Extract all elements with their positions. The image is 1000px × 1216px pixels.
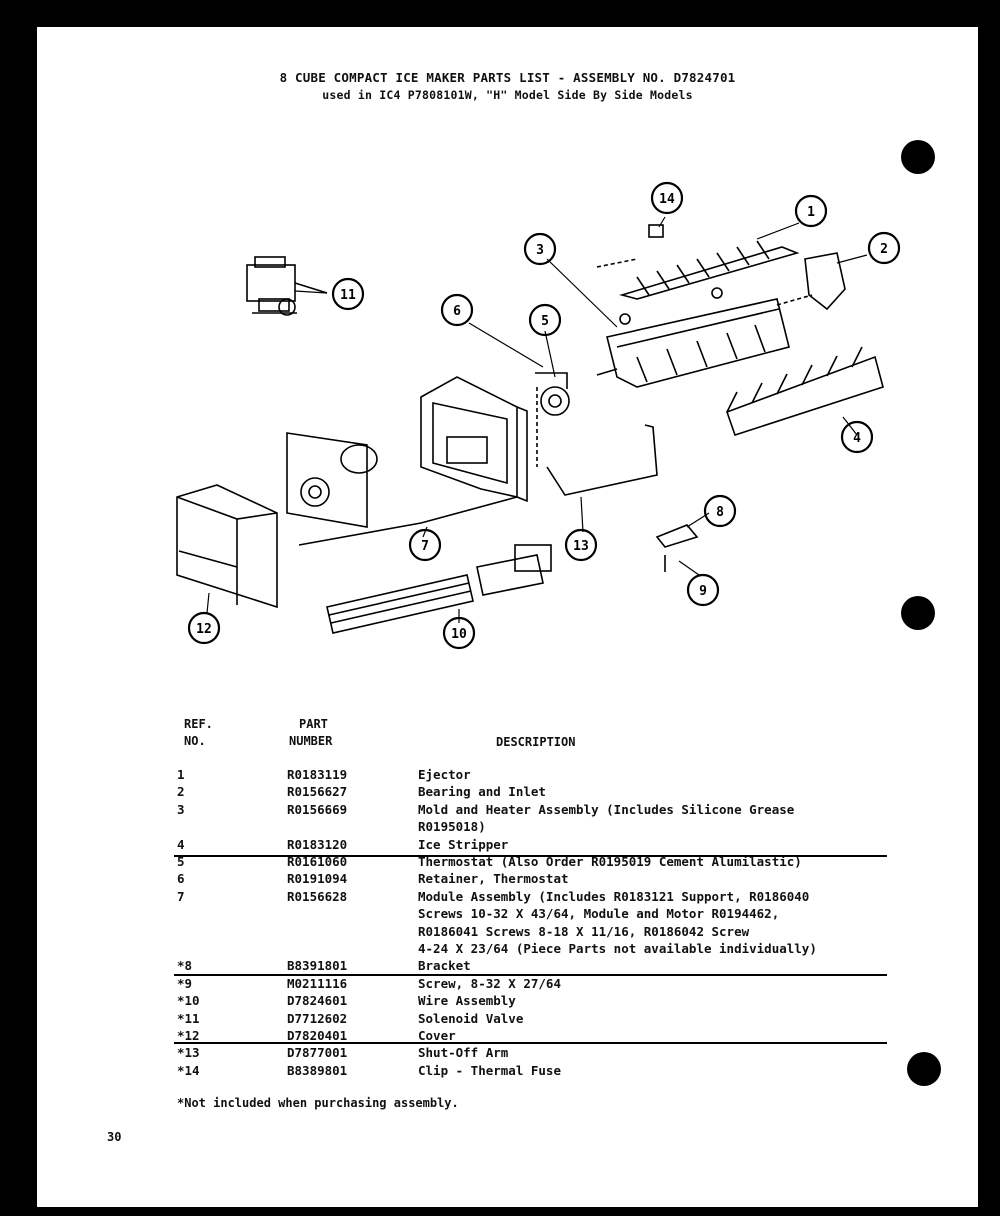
callout-2-label: 2 (880, 242, 888, 257)
table-row (37, 819, 978, 836)
ref-cell: *13 (177, 1045, 200, 1061)
part-number-cell: R0161060 (287, 854, 348, 869)
ref-cell: 3 (177, 801, 185, 817)
bearing-inlet-drawing (805, 253, 845, 309)
callout-14-label: 14 (659, 192, 675, 207)
thermostat-drawing (541, 387, 569, 415)
description-cell: R0195018) (418, 819, 486, 835)
header-ref-line2: NO. (184, 734, 206, 748)
cover-drawing (177, 485, 277, 607)
ref-cell: *11 (177, 1010, 200, 1026)
page-subtitle: used in IC4 P7808101W, "H" Model Side By Side Models (322, 88, 693, 102)
part-number-cell: R0156669 (287, 801, 348, 817)
part-number-cell: M0211116 (287, 975, 348, 991)
part-number-cell: D7877001 (287, 1045, 348, 1061)
ref-cell: *12 (177, 1028, 200, 1043)
table-row (37, 993, 978, 1010)
table-row (37, 871, 978, 888)
callout-10-label: 10 (451, 627, 467, 642)
part-number-cell: R0156627 (287, 784, 348, 800)
ref-cell: *14 (177, 1062, 200, 1078)
table-row (37, 1011, 978, 1028)
callout-13-label: 13 (573, 539, 589, 554)
description-cell: Bracket (418, 958, 471, 974)
ref-cell: *10 (177, 993, 200, 1009)
part-number-cell: R0183119 (287, 767, 348, 782)
callout-12-label: 12 (196, 622, 212, 637)
part-number-cell: R0156628 (287, 888, 348, 904)
description-cell: Retainer, Thermostat (418, 871, 569, 887)
ref-cell: *9 (177, 975, 193, 991)
callout-7-label: 7 (421, 539, 429, 554)
description-cell: Bearing and Inlet (418, 784, 546, 800)
header-part-line2: NUMBER (289, 734, 333, 748)
page-number: 30 (107, 1130, 122, 1144)
table-row (37, 767, 978, 784)
part-number-cell: D7820401 (287, 1028, 348, 1043)
callout-11-label: 11 (340, 288, 356, 303)
table-row (37, 924, 978, 941)
ref-cell: 7 (177, 888, 185, 904)
part-number-cell: R0183120 (287, 836, 348, 852)
callout-5-label: 5 (541, 314, 549, 329)
header-part-line1: PART (299, 717, 328, 731)
table-row (37, 976, 978, 993)
header-ref-line1: REF. (184, 717, 213, 731)
description-cell: 4-24 X 23/64 (Piece Parts not available individually) (418, 941, 817, 956)
description-cell: Module Assembly (Includes R0183121 Support, R0186040 (418, 888, 810, 904)
callout-6-label: 6 (453, 304, 461, 319)
table-divider-1 (174, 855, 887, 857)
ref-cell: 2 (177, 784, 185, 800)
description-cell: Thermostat (Also Order R0195019 Cement Alumilastic) (418, 854, 802, 869)
description-cell: Screws 10-32 X 43/64, Module and Motor R0194462, (418, 906, 780, 922)
ref-cell: *8 (177, 958, 193, 974)
table-row (37, 958, 978, 975)
table-row (37, 784, 978, 801)
ref-cell: 1 (177, 767, 185, 782)
wire-assembly-drawing (327, 545, 551, 633)
exploded-parts-diagram (37, 27, 978, 667)
solenoid-valve-drawing (247, 257, 327, 315)
table-row (37, 906, 978, 923)
part-number-cell: B8389801 (287, 1062, 348, 1078)
table-row (37, 941, 978, 958)
table-row (37, 837, 978, 854)
footnote: *Not included when purchasing assembly. (177, 1096, 459, 1110)
table-row (37, 1045, 978, 1062)
description-cell: R0186041 Screws 8-18 X 11/16, R0186042 Screw (418, 923, 750, 939)
retainer-drawing (535, 373, 567, 389)
callout-9-label: 9 (699, 584, 707, 599)
shut-off-arm-drawing (547, 425, 657, 495)
page-title: 8 CUBE COMPACT ICE MAKER PARTS LIST - ASSEMBLY NO. D7824701 (279, 70, 736, 85)
module-assembly-drawing (287, 377, 527, 545)
table-divider-2 (174, 974, 887, 976)
part-number-cell: B8391801 (287, 958, 348, 974)
part-number-cell: D7824601 (287, 993, 348, 1009)
bracket-drawing (657, 525, 697, 547)
description-cell: Solenoid Valve (418, 1010, 524, 1026)
callout-4-label: 4 (853, 431, 861, 446)
ejector-drawing (597, 241, 797, 299)
table-divider-3 (174, 1042, 887, 1044)
mold-heater-drawing (597, 288, 789, 387)
table-row (37, 802, 978, 819)
table-row (37, 1063, 978, 1080)
clip-drawing (649, 225, 663, 237)
part-number-cell: R0191094 (287, 871, 348, 887)
parts-list-page (37, 27, 978, 1207)
description-cell: Mold and Heater Assembly (Includes Silicone Grease (418, 801, 795, 817)
header-description: DESCRIPTION (496, 735, 576, 749)
description-cell: Ice Stripper (418, 836, 509, 852)
description-cell: Cover (418, 1028, 456, 1043)
ref-cell: 6 (177, 871, 185, 887)
description-cell: Clip - Thermal Fuse (418, 1062, 561, 1078)
part-number-cell: D7712602 (287, 1010, 348, 1026)
description-cell: Screw, 8-32 X 27/64 (418, 975, 561, 991)
ref-cell: 5 (177, 854, 185, 869)
description-cell: Shut-Off Arm (418, 1045, 509, 1061)
description-cell: Wire Assembly (418, 993, 516, 1009)
table-row (37, 889, 978, 906)
description-cell: Ejector (418, 767, 471, 782)
callout-1-label: 1 (807, 205, 815, 220)
callout-3-label: 3 (536, 243, 544, 258)
callout-8-label: 8 (716, 505, 724, 520)
ref-cell: 4 (177, 836, 185, 852)
